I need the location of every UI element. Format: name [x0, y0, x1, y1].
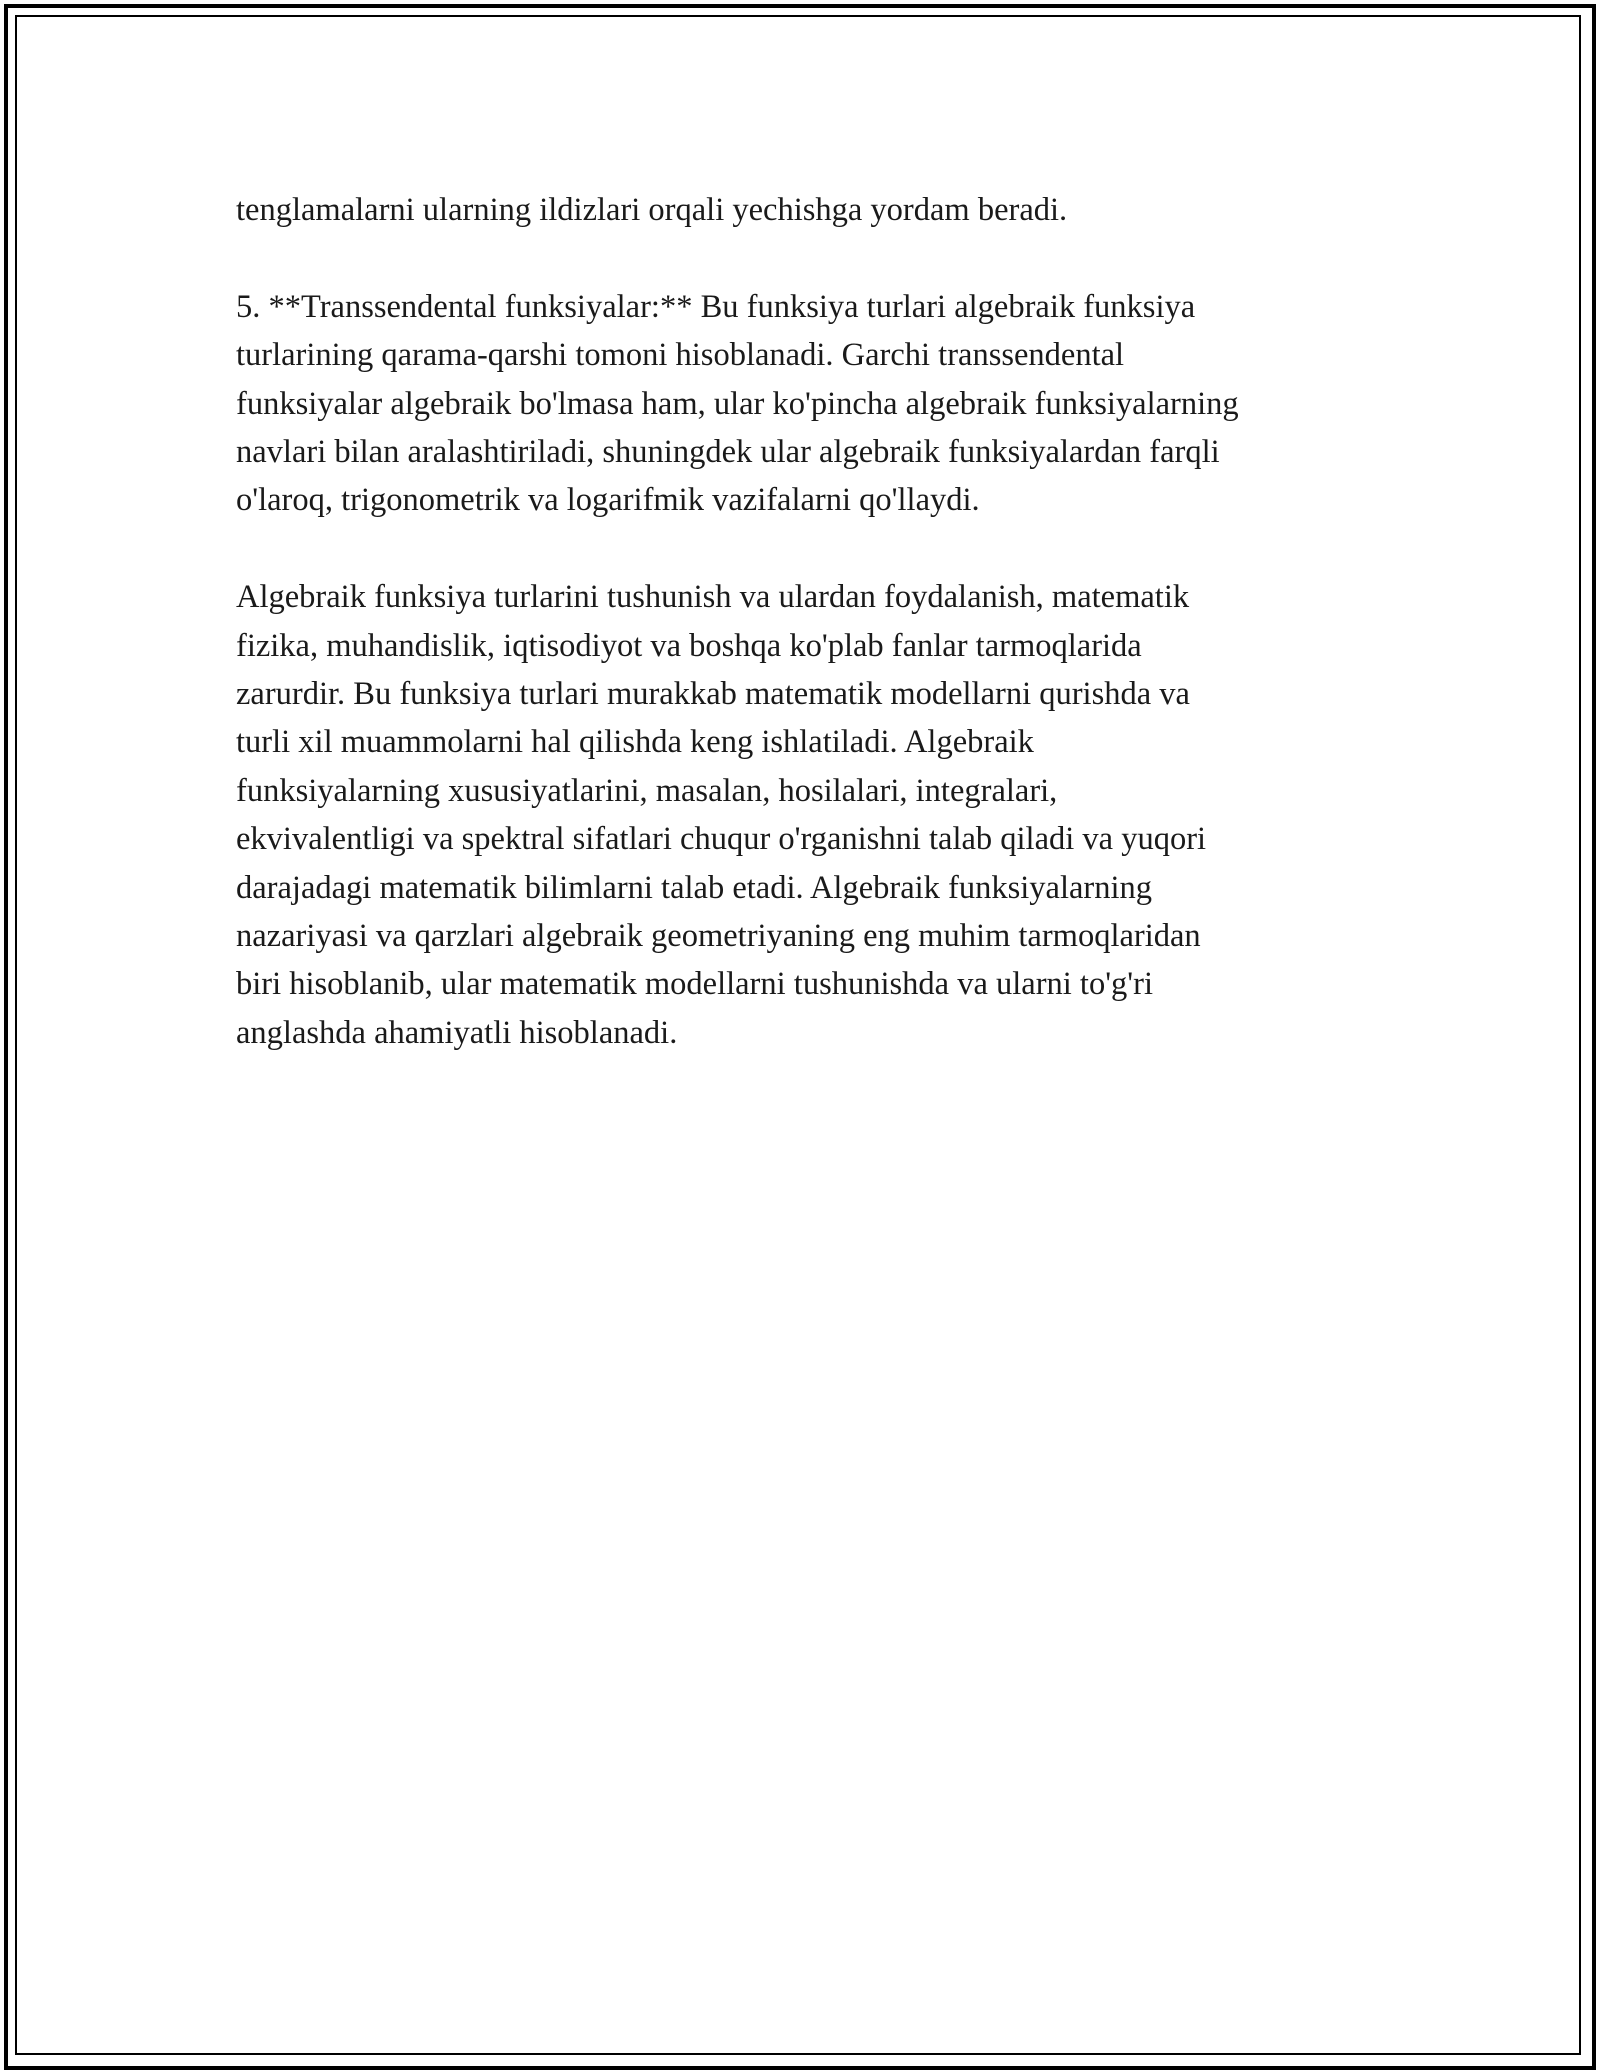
- text-line: tenglamalarni ularning ildizlari orqali yechishga yordam beradi.: [236, 192, 1068, 228]
- paragraph-continuation: [236, 186, 1386, 234]
- text-line: ekvivalentligi va spektral sifatlari chuqur o'rganishni talab qiladi va yuqori: [236, 821, 1207, 858]
- document-body: [236, 186, 1386, 1106]
- text-line: 5. **Transsendental funksiyalar:** Bu funksiya turlari algebraik funksiya: [236, 288, 1196, 325]
- paragraph-conclusion: [236, 573, 1386, 1057]
- text-line: biri hisoblanib, ular matematik modellarni tushunishda va ularni to'g'ri: [236, 966, 1154, 1003]
- paragraph-transcendental-functions: [236, 283, 1386, 525]
- text-line: zarurdir. Bu funksiya turlari murakkab matematik modellarni qurishda va: [236, 676, 1190, 713]
- text-line: o'laroq, trigonometrik va logarifmik vazifalarni qo'llaydi.: [236, 482, 980, 519]
- text-line: nazariyasi va qarzlari algebraik geometriyaning eng muhim tarmoqlaridan: [236, 918, 1201, 955]
- text-line: funksiyalarning xususiyatlarini, masalan, hosilalari, integralari,: [236, 772, 1058, 809]
- text-line: funksiyalar algebraik bo'lmasa ham, ular ko'pincha algebraik funksiyalarning: [236, 385, 1239, 422]
- text-line: darajadagi matematik bilimlarni talab etadi. Algebraik funksiyalarning: [236, 869, 1153, 906]
- text-line: navlari bilan aralashtiriladi, shuningdek ular algebraik funksiyalardan farqli: [236, 434, 1220, 471]
- text-line: turli xil muammolarni hal qilishda keng ishlatiladi. Algebraik: [236, 724, 1034, 761]
- text-line: Algebraik funksiya turlarini tushunish va ulardan foydalanish, matematik: [236, 579, 1190, 616]
- text-line: turlarining qarama-qarshi tomoni hisoblanadi. Garchi transsendental: [236, 337, 1125, 374]
- text-line: fizika, muhandislik, iqtisodiyot va boshqa ko'plab fanlar tarmoqlarida: [236, 627, 1142, 664]
- text-line: anglashda ahamiyatli hisoblanadi.: [236, 1014, 678, 1051]
